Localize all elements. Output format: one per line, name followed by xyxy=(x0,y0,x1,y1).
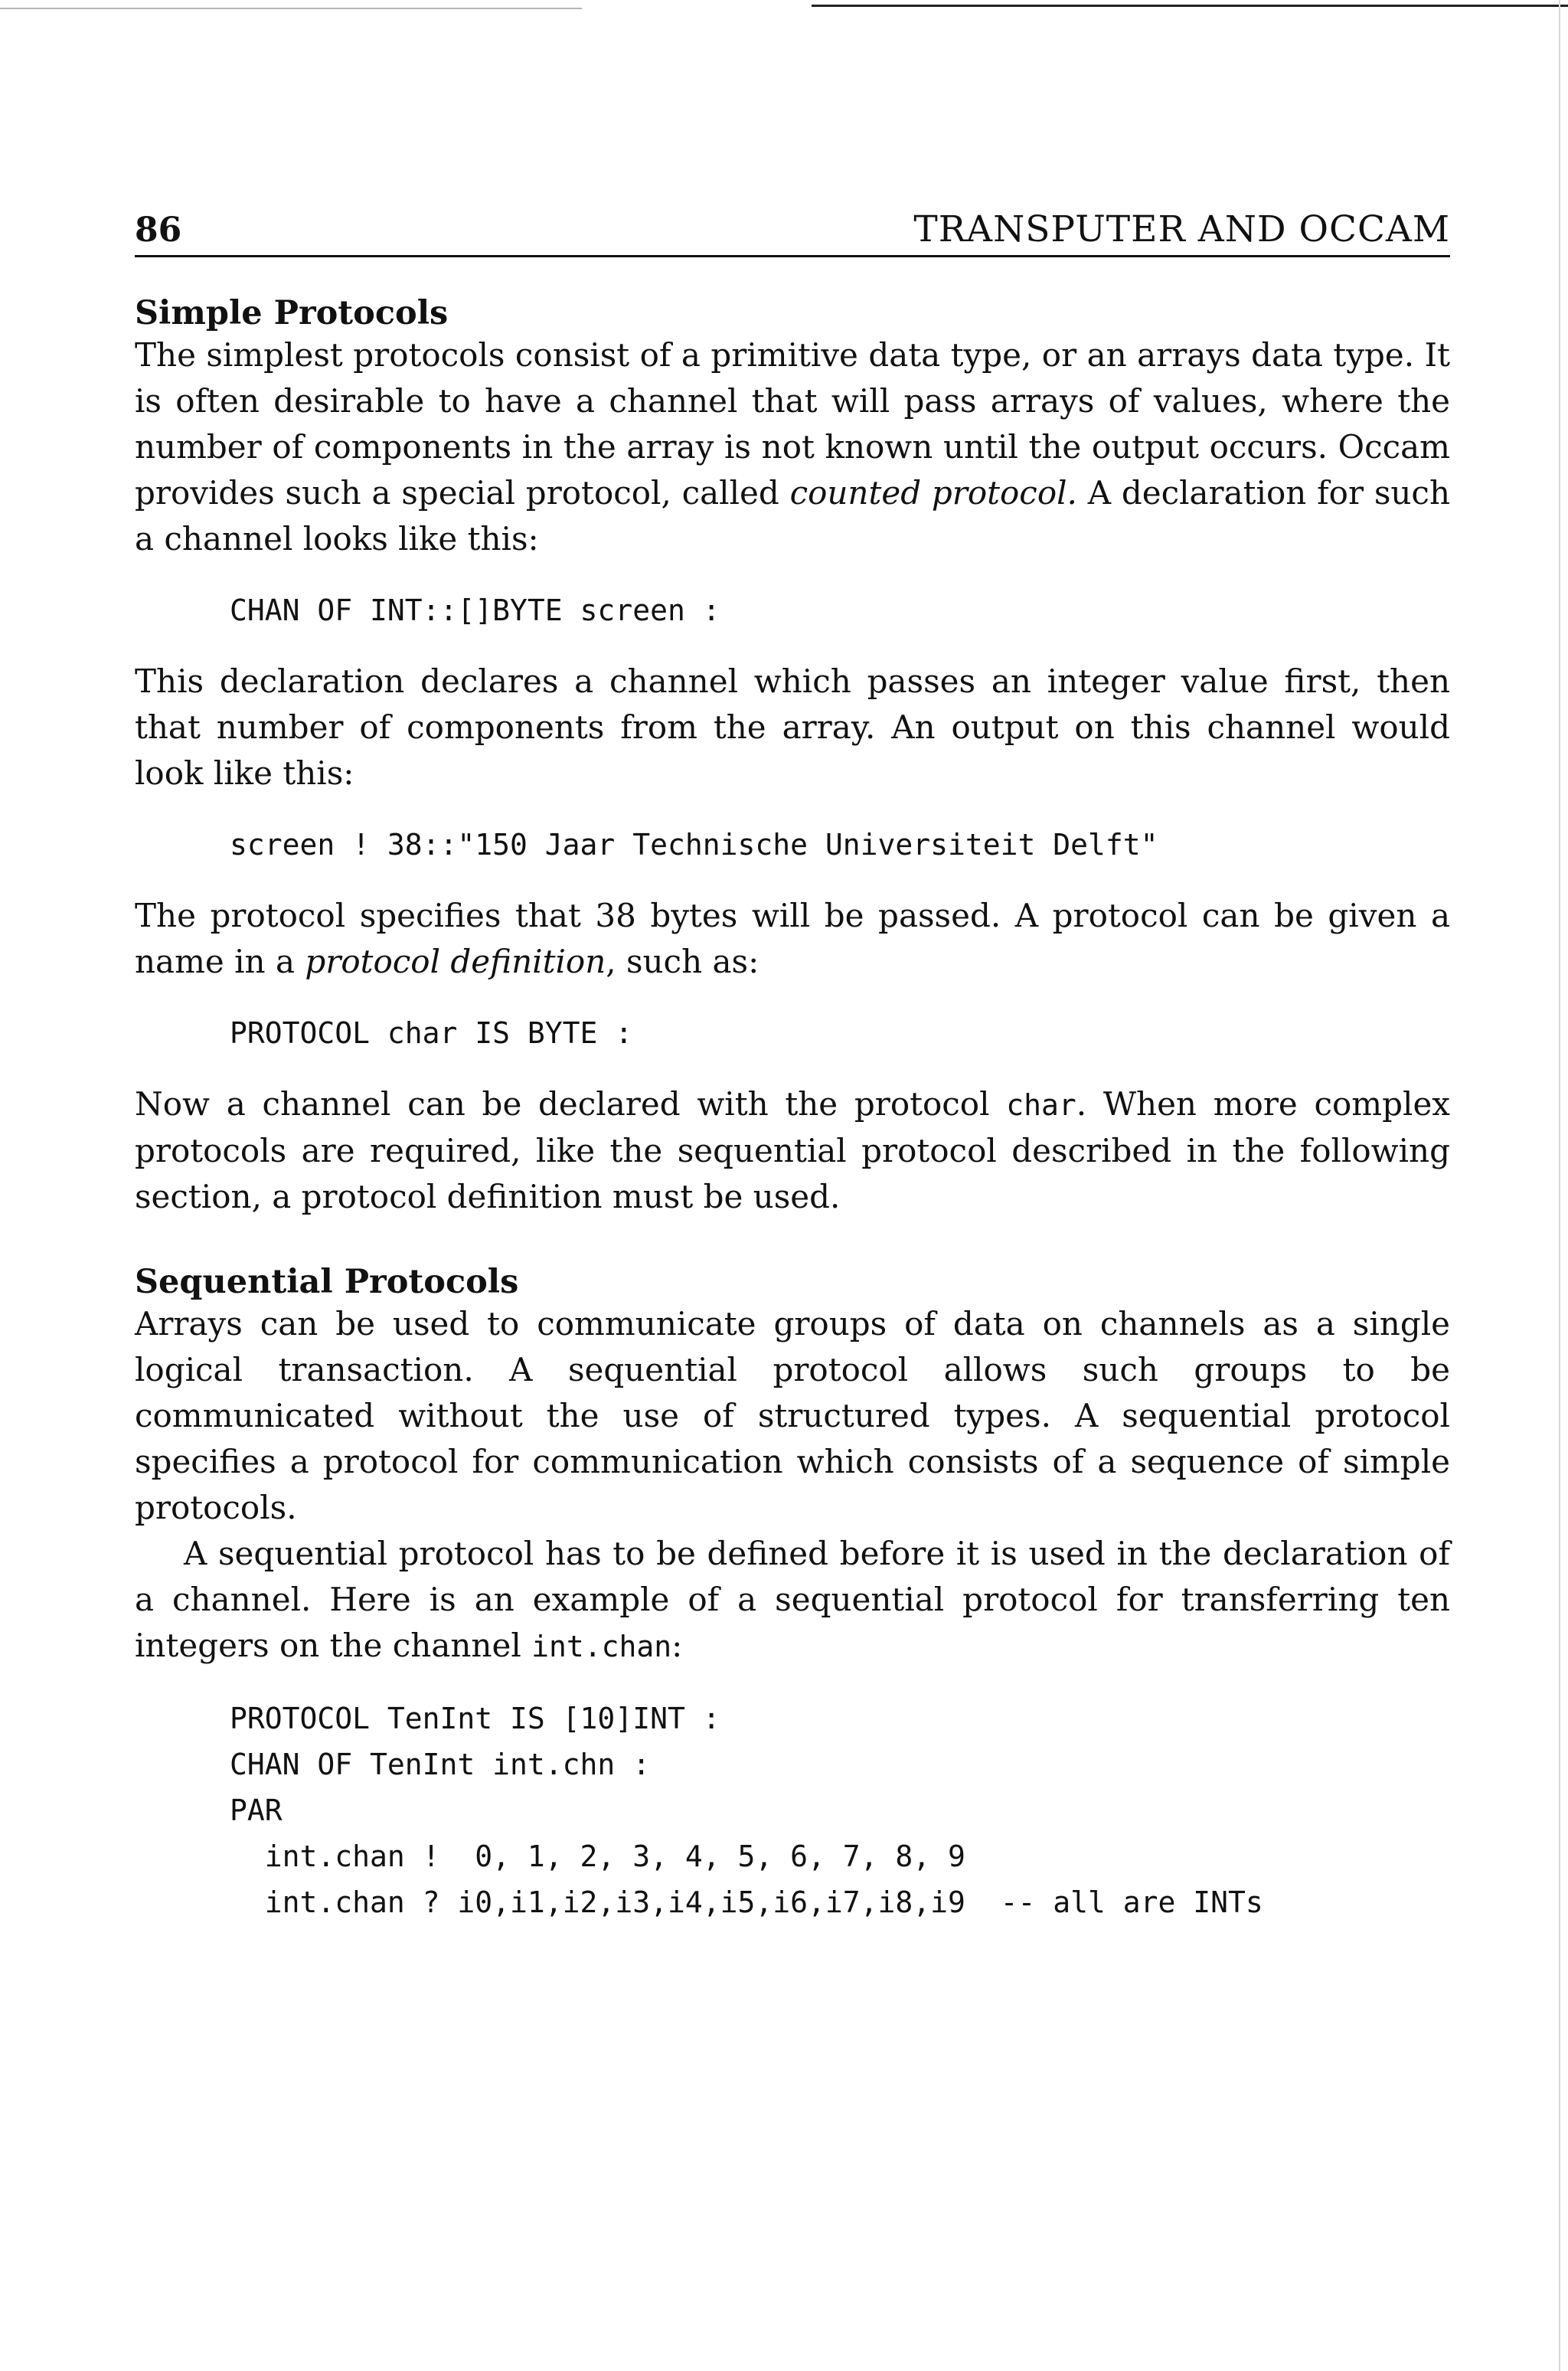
code-protocol-char: PROTOCOL char IS BYTE : xyxy=(230,1016,633,1050)
inline-code-int-chan: int.chan xyxy=(531,1630,672,1663)
paragraph-sequential-example: A sequential protocol has to be defined before it is used in the declaration of a channel. Here is an example of a sequential protocol for transferring ten integers on the channel int.chan: xyxy=(135,1535,1450,1664)
running-title: TRANSPUTER AND OCCAM xyxy=(913,208,1450,250)
code-line: int.chan ? i0,i1,i2,i3,i4,i5,i6,i7,i8,i9 -- all are INTs xyxy=(230,1885,1263,1919)
paragraph-protocol-definition: The protocol specifies that 38 bytes will be passed. A protocol can be given a name in a protocol definition, such as: xyxy=(135,897,1450,980)
paragraph-sequential-intro: Arrays can be used to communicate groups of data on channels as a single logical transaction. A sequential protocol allows such groups to be communicated without the use of structured types. A sequential protocol specifies a protocol for communication which consists of a sequence of simple protocols. xyxy=(135,1305,1450,1526)
code-sequential-example xyxy=(230,1696,1450,1925)
scan-top-rule-right xyxy=(812,5,1568,7)
scan-top-rule-left xyxy=(0,8,582,9)
book-page xyxy=(135,208,1450,1925)
page-number: 86 xyxy=(135,211,182,250)
paragraph-simple-intro: The simplest protocols consist of a primitive data type, or an arrays data type. It is often desirable to have a channel that will pass arrays of values, where the number of components in the array is not known until the output occurs. Occam provides such a special protocol, called counted protocol. A declaration for such a channel looks like this: xyxy=(135,336,1450,558)
code-line: PROTOCOL TenInt IS [10]INT : xyxy=(230,1702,720,1735)
protocol-definition-term: protocol definition xyxy=(305,943,606,980)
scan-edge-line xyxy=(1559,0,1560,2371)
section-heading-simple-protocols: Simple Protocols xyxy=(135,294,449,332)
page-header xyxy=(135,208,1450,257)
paragraph-declaration-explanation: This declaration declares a channel which passes an integer value first, then that number of components from the array. An output on this channel would look like this: xyxy=(135,662,1450,792)
section-heading-sequential-protocols: Sequential Protocols xyxy=(135,1263,519,1301)
code-line: PAR xyxy=(230,1794,283,1827)
inline-code-char: char xyxy=(1006,1088,1076,1122)
paragraph-channel-char: Now a channel can be declared with the protocol char. When more complex protocols are required, like the sequential protocol described in the following section, a protocol definition must be used. xyxy=(135,1085,1450,1215)
code-channel-declaration: CHAN OF INT::[]BYTE screen : xyxy=(230,594,720,627)
code-line: CHAN OF TenInt int.chn : xyxy=(230,1748,651,1781)
code-line: int.chan ! 0, 1, 2, 3, 4, 5, 6, 7, 8, 9 xyxy=(230,1840,965,1873)
code-screen-output: screen ! 38::"150 Jaar Technische Universiteit Delft" xyxy=(230,828,1158,862)
counted-protocol-term: counted protocol. xyxy=(789,474,1077,512)
